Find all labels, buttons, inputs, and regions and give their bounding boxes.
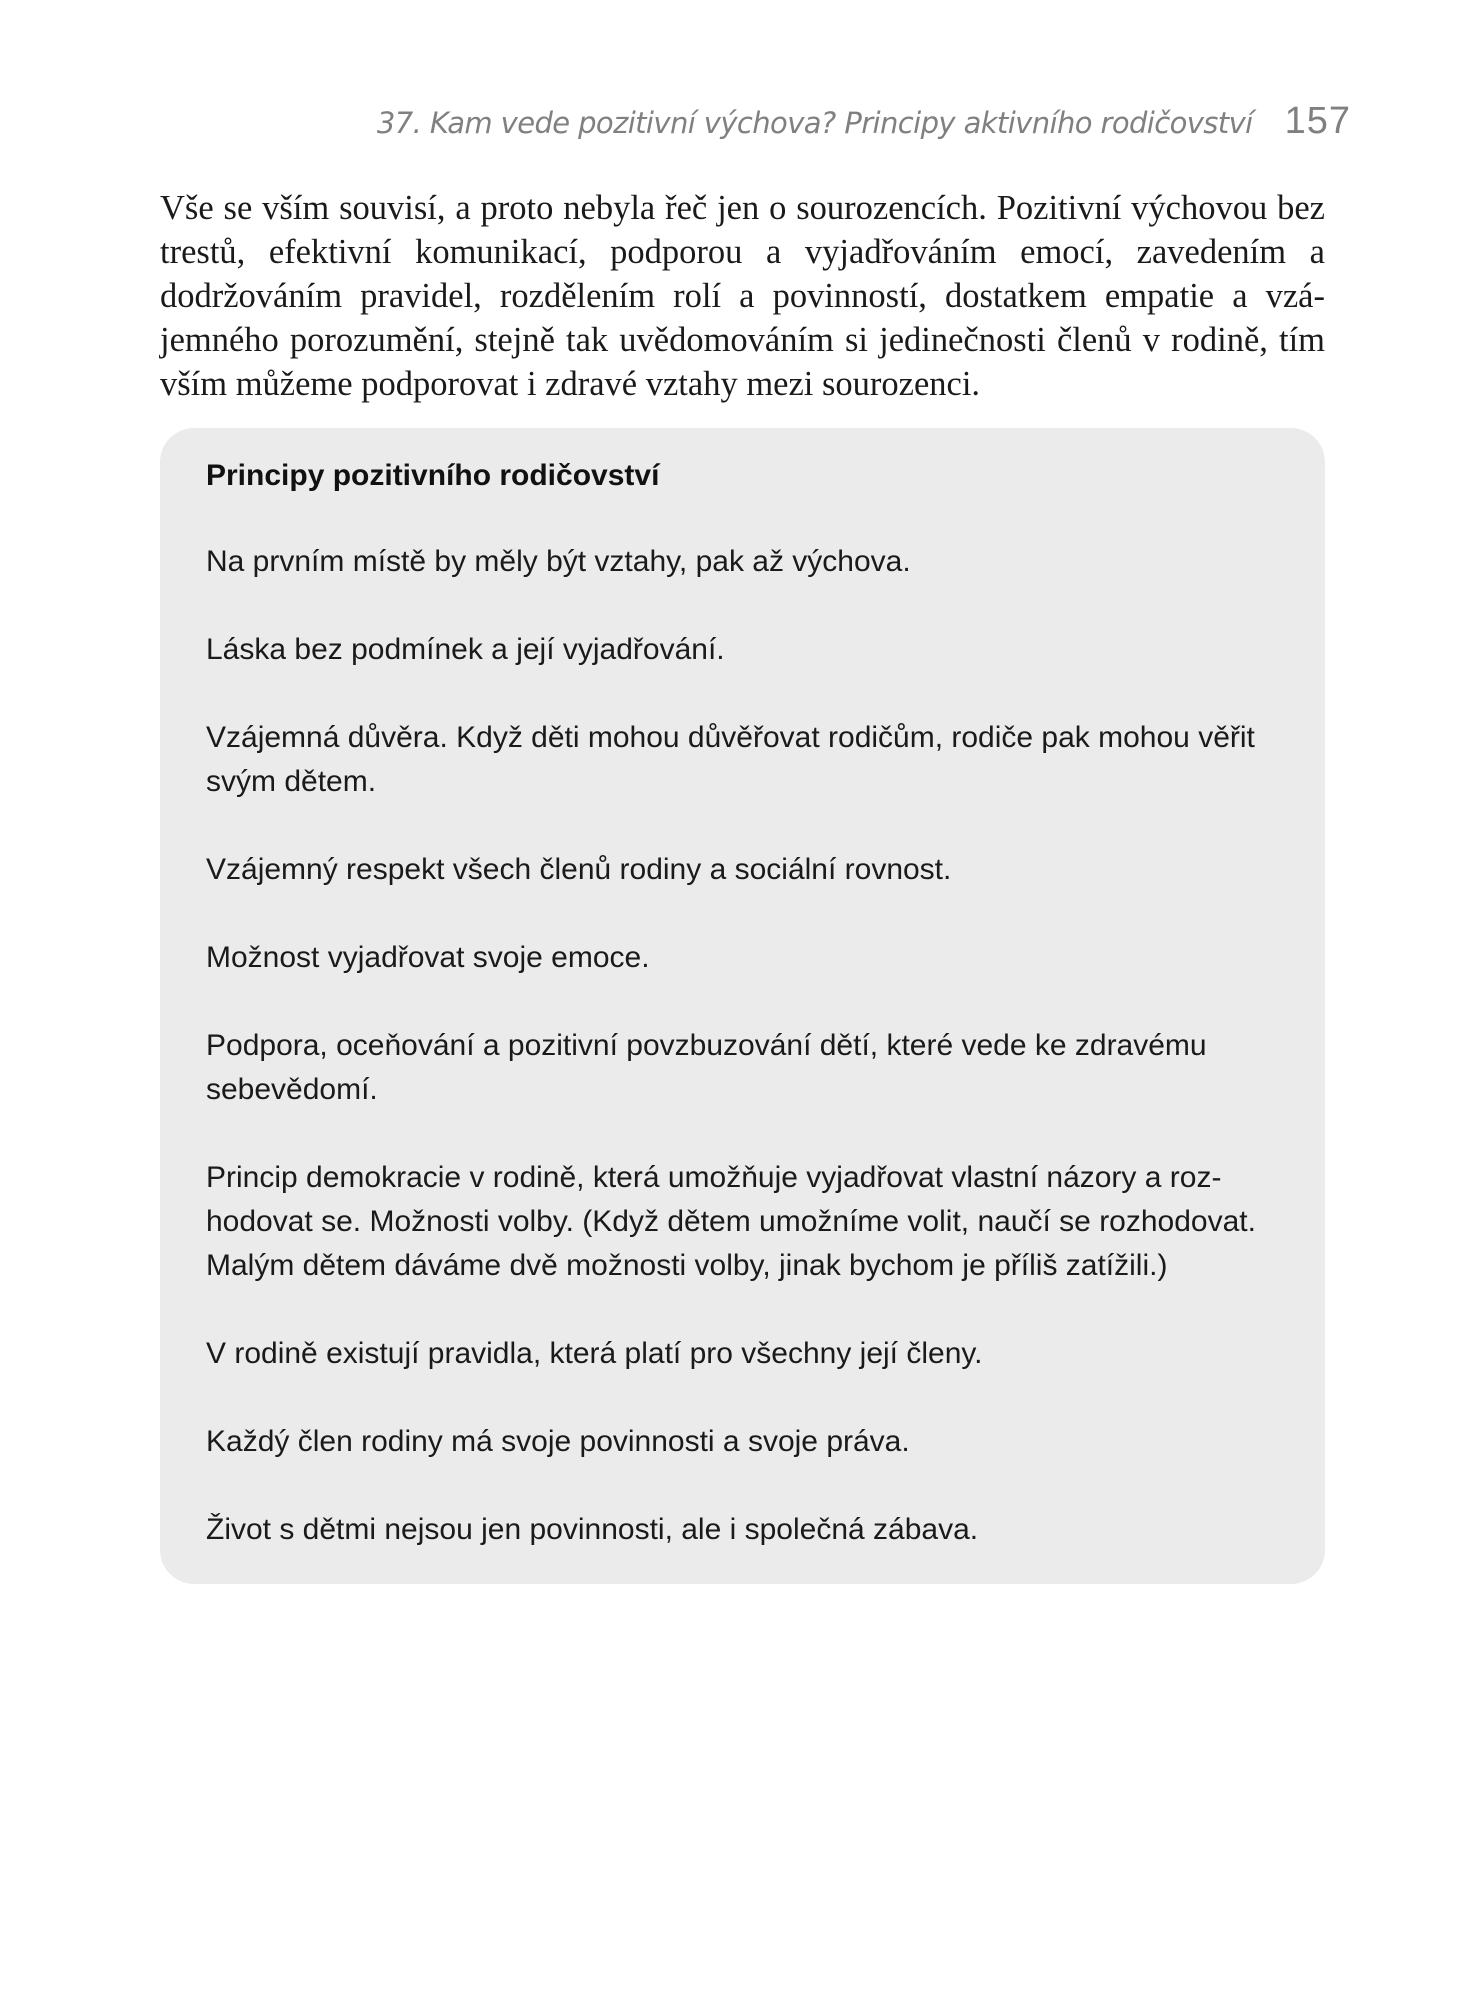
principle-item: Na prvním místě by měly být vztahy, pak až výchova.	[206, 545, 911, 578]
principle-item: Vzájemná důvěra. Když děti mohou důvěřovat rodičům, rodiče pak mohou věřit svým dětem.	[206, 721, 1255, 798]
principle-item: V rodině existují pravidla, která platí pro všechny její členy.	[206, 1337, 983, 1370]
principles-list	[206, 540, 1283, 1596]
principle-item: Princip demokracie v rodině, která umožňuje vyjadřovat vlastní názory a rozhodovat se. Možnosti volby. (Když dětem umožníme volit, naučí se rozhodovat. Malým dětem dáváme dvě možnosti volby, jinak bychom je příliš zatížili.)	[206, 1161, 1256, 1282]
principle-item: Život s dětmi nejsou jen povinnosti, ale i společná zábava.	[206, 1513, 979, 1546]
page-number: 157	[1284, 100, 1351, 142]
principle-item: Možnost vyjadřovat svoje emoce.	[206, 941, 650, 974]
running-header	[160, 100, 1351, 143]
box-title: Principy pozitivního rodičovství	[206, 459, 660, 492]
intro-paragraph: Vše se vším souvisí, a proto nebyla řeč jen o sourozencích. Pozitivní výchovou bez trestů, efektivní komunikací, podporou a vyjadřováním emocí, zavedením a dodržováním pravidel, rozdělením rolí a povinností, dostatkem empatie a vzájemného porozumění, stejně tak uvědomováním si jedinečnosti členů v rodině, tím vším můžeme podporovat i zdravé vztahy mezi sourozenci.	[160, 189, 1325, 403]
principle-item: Láska bez podmínek a její vyjadřování.	[206, 633, 725, 666]
chapter-title: 37. Kam vede pozitivní výchova? Principy aktivního rodičovství	[376, 106, 1253, 140]
principle-item: Vzájemný respekt všech členů rodiny a sociální rovnost.	[206, 853, 952, 886]
principle-item: Každý člen rodiny má svoje povinnosti a svoje práva.	[206, 1425, 910, 1458]
principles-box	[160, 428, 1325, 1584]
principle-item: Podpora, oceňování a pozitivní povzbuzování dětí, které vede ke zdravému sebevědomí.	[206, 1029, 1207, 1106]
